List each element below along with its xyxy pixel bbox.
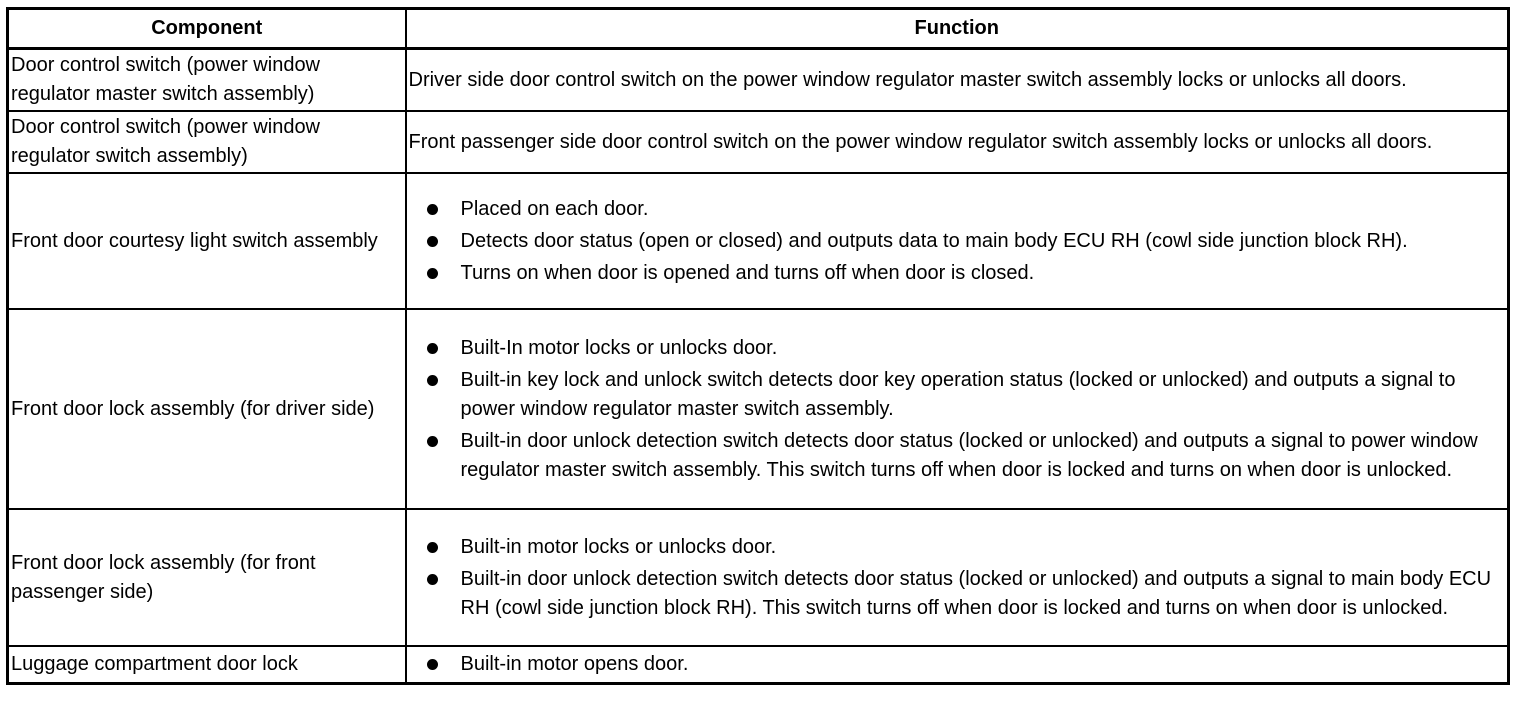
function-cell: Front passenger side door control switch on the power window regulator switch assembly locks or unlocks all doors. — [406, 111, 1509, 173]
function-list-item-text: Built-in motor locks or unlocks door. — [460, 536, 777, 558]
bullet-icon — [427, 268, 438, 279]
bullet-icon — [427, 542, 438, 553]
function-list-item — [427, 259, 1500, 288]
table-row — [8, 173, 1509, 309]
table-row — [8, 509, 1509, 646]
table-body — [8, 49, 1509, 684]
component-cell: Luggage compartment door lock — [8, 646, 406, 683]
function-list-item-text: Built-in key lock and unlock switch detects door key operation status (locked or unlocked) and outputs a signal to power window regulator master switch assembly. — [460, 369, 1456, 420]
component-cell: Door control switch (power window regulator master switch assembly) — [8, 49, 406, 112]
bullet-icon — [427, 343, 438, 354]
component-function-table — [6, 7, 1510, 685]
table-row — [8, 49, 1509, 112]
table-row — [8, 646, 1509, 683]
table-row — [8, 111, 1509, 173]
function-list — [427, 195, 1500, 288]
function-list-item-text: Turns on when door is opened and turns off when door is closed. — [460, 262, 1035, 284]
function-list — [427, 334, 1500, 485]
function-list-item-text: Placed on each door. — [460, 198, 649, 220]
function-list-item — [427, 334, 1500, 363]
column-header-function: Function — [406, 9, 1509, 49]
function-list-item — [427, 427, 1500, 485]
bullet-icon — [427, 574, 438, 585]
component-cell: Front door lock assembly (for front passenger side) — [8, 509, 406, 646]
function-list-item-text: Detects door status (open or closed) and outputs data to main body ECU RH (cowl side junction block RH). — [460, 230, 1408, 252]
function-list-item — [427, 650, 1500, 679]
function-list-item-text: Built-In motor locks or unlocks door. — [460, 337, 778, 359]
column-header-component: Component — [8, 9, 406, 49]
function-list-item-text: Built-in door unlock detection switch detects door status (locked or unlocked) and outputs a signal to main body ECU RH (cowl side junction block RH). This switch turns off when door is locked and turns on when door is unlocked. — [460, 568, 1492, 619]
function-list-item — [427, 195, 1500, 224]
component-cell: Door control switch (power window regulator switch assembly) — [8, 111, 406, 173]
function-cell — [406, 509, 1509, 646]
component-function-table-container — [6, 7, 1507, 685]
table-row — [8, 309, 1509, 509]
bullet-icon — [427, 436, 438, 447]
bullet-icon — [427, 236, 438, 247]
bullet-icon — [427, 375, 438, 386]
component-cell: Front door lock assembly (for driver side) — [8, 309, 406, 509]
table-header-row — [8, 9, 1509, 49]
function-list-item-text: Built-in door unlock detection switch detects door status (locked or unlocked) and outputs a signal to power window regulator master switch assembly. This switch turns off when door is locked and turns on when door is unlocked. — [460, 430, 1478, 481]
function-list-item — [427, 366, 1500, 424]
function-cell — [406, 646, 1509, 683]
bullet-icon — [427, 204, 438, 215]
bullet-icon — [427, 659, 438, 670]
function-cell — [406, 309, 1509, 509]
function-list — [427, 650, 1500, 679]
function-cell — [406, 173, 1509, 309]
function-cell: Driver side door control switch on the power window regulator master switch assembly locks or unlocks all doors. — [406, 49, 1509, 112]
function-list-item — [427, 227, 1500, 256]
function-list — [427, 533, 1500, 623]
function-list-item — [427, 533, 1500, 562]
component-cell: Front door courtesy light switch assembly — [8, 173, 406, 309]
function-list-item-text: Built-in motor opens door. — [460, 652, 689, 675]
function-list-item — [427, 565, 1500, 623]
